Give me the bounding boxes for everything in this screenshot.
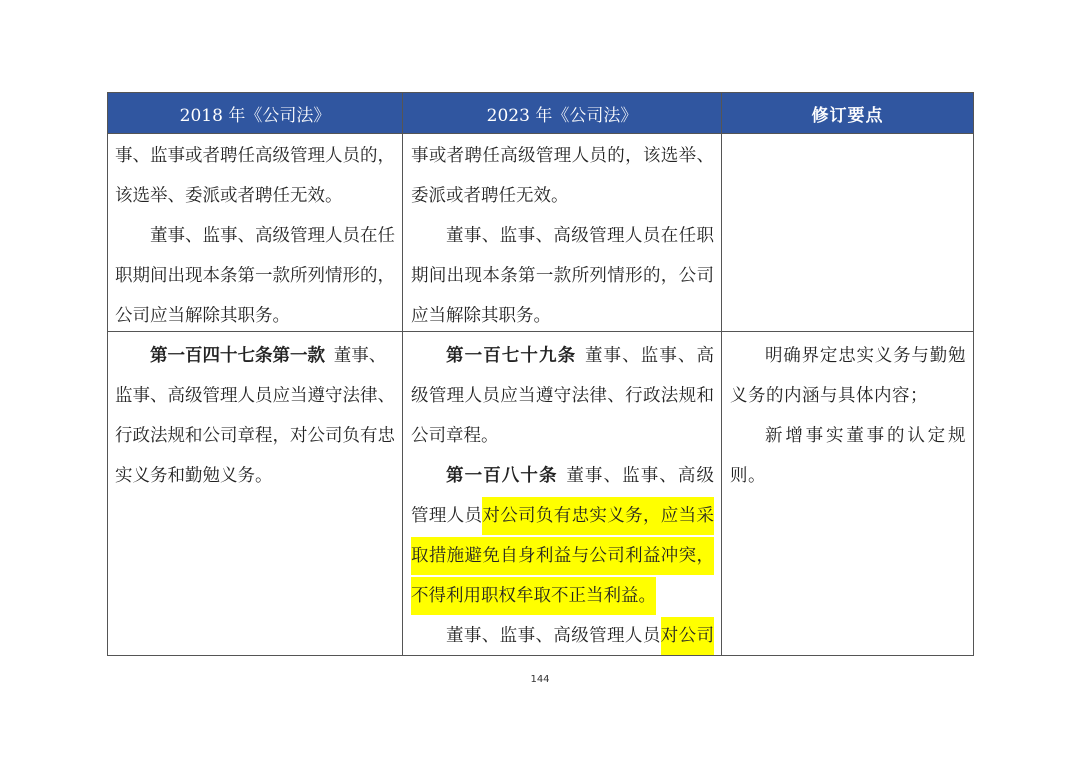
text-line: 该选举、委派或者聘任无效。 [115, 186, 343, 206]
line-text: 董事、监事、高 [584, 346, 715, 366]
highlighted-text: 对公司负有忠实义务，应当采 [482, 497, 714, 535]
article-number: 第一百八十条 [446, 466, 558, 486]
text-line: 董事、监事、高级管理人员在任职 [446, 226, 714, 246]
header-key-points: 修订要点 [722, 93, 974, 134]
text-line: 义务的内涵与具体内容； [730, 386, 928, 406]
page-number: 144 [530, 674, 550, 685]
cell-2023-law [403, 332, 722, 656]
text-line [411, 616, 714, 655]
text-line [115, 336, 395, 376]
text-line: 应当解除其职务。 [411, 306, 551, 326]
header-2023-law: 2023 年《公司法》 [403, 93, 722, 134]
cell-2018-law [108, 332, 403, 656]
table-row [108, 134, 974, 332]
table-row [108, 332, 974, 656]
text-line: 公司应当解除其职务。 [115, 306, 290, 326]
text-line [411, 576, 714, 616]
cell-2018-law [108, 134, 403, 332]
header-row [108, 93, 974, 134]
cell-key-points [722, 134, 974, 332]
text-line: 事或者聘任高级管理人员的，该选举、 [411, 146, 714, 166]
highlighted-text: 不得利用职权牟取不正当利益。 [411, 577, 656, 615]
text-line: 事、监事或者聘任高级管理人员的， [115, 146, 395, 166]
text-line [411, 456, 714, 496]
header-2018-law: 2018 年《公司法》 [108, 93, 403, 134]
text-line: 职期间出现本条第一款所列情形的， [115, 266, 395, 286]
text-line: 级管理人员应当遵守法律、行政法规和 [411, 386, 714, 406]
text-line: 新增事实董事的认定规 [765, 426, 966, 446]
text-line: 期间出现本条第一款所列情形的，公司 [411, 266, 714, 286]
text-line [411, 536, 714, 576]
law-comparison-table [107, 92, 974, 656]
text-line: 明确界定忠实义务与勤勉 [765, 346, 966, 366]
line-text: 管理人员 [411, 506, 483, 526]
text-line [411, 336, 714, 376]
article-number: 第一百四十七条第一款 [150, 346, 325, 366]
text-line: 委派或者聘任无效。 [411, 186, 569, 206]
article-number: 第一百七十九条 [446, 346, 577, 366]
line-text: 董事、 [333, 346, 387, 366]
line-text: 董事、监事、高级 [566, 466, 715, 486]
text-line [411, 496, 714, 536]
cell-key-points [722, 332, 974, 656]
text-line: 董事、监事、高级管理人员在任 [150, 226, 395, 246]
text-line: 监事、高级管理人员应当遵守法律、 [115, 386, 395, 406]
highlighted-text: 取措施避免自身利益与公司利益冲突， [411, 537, 714, 575]
text-line: 行政法规和公司章程，对公司负有忠 [115, 426, 395, 446]
text-line: 实义务和勤勉义务。 [115, 466, 273, 486]
line-text: 董事、监事、高级管理人员 [446, 626, 661, 646]
text-line: 则。 [730, 466, 766, 486]
highlighted-text: 对公司 [661, 617, 714, 655]
text-line: 公司章程。 [411, 426, 499, 446]
cell-2023-law [403, 134, 722, 332]
